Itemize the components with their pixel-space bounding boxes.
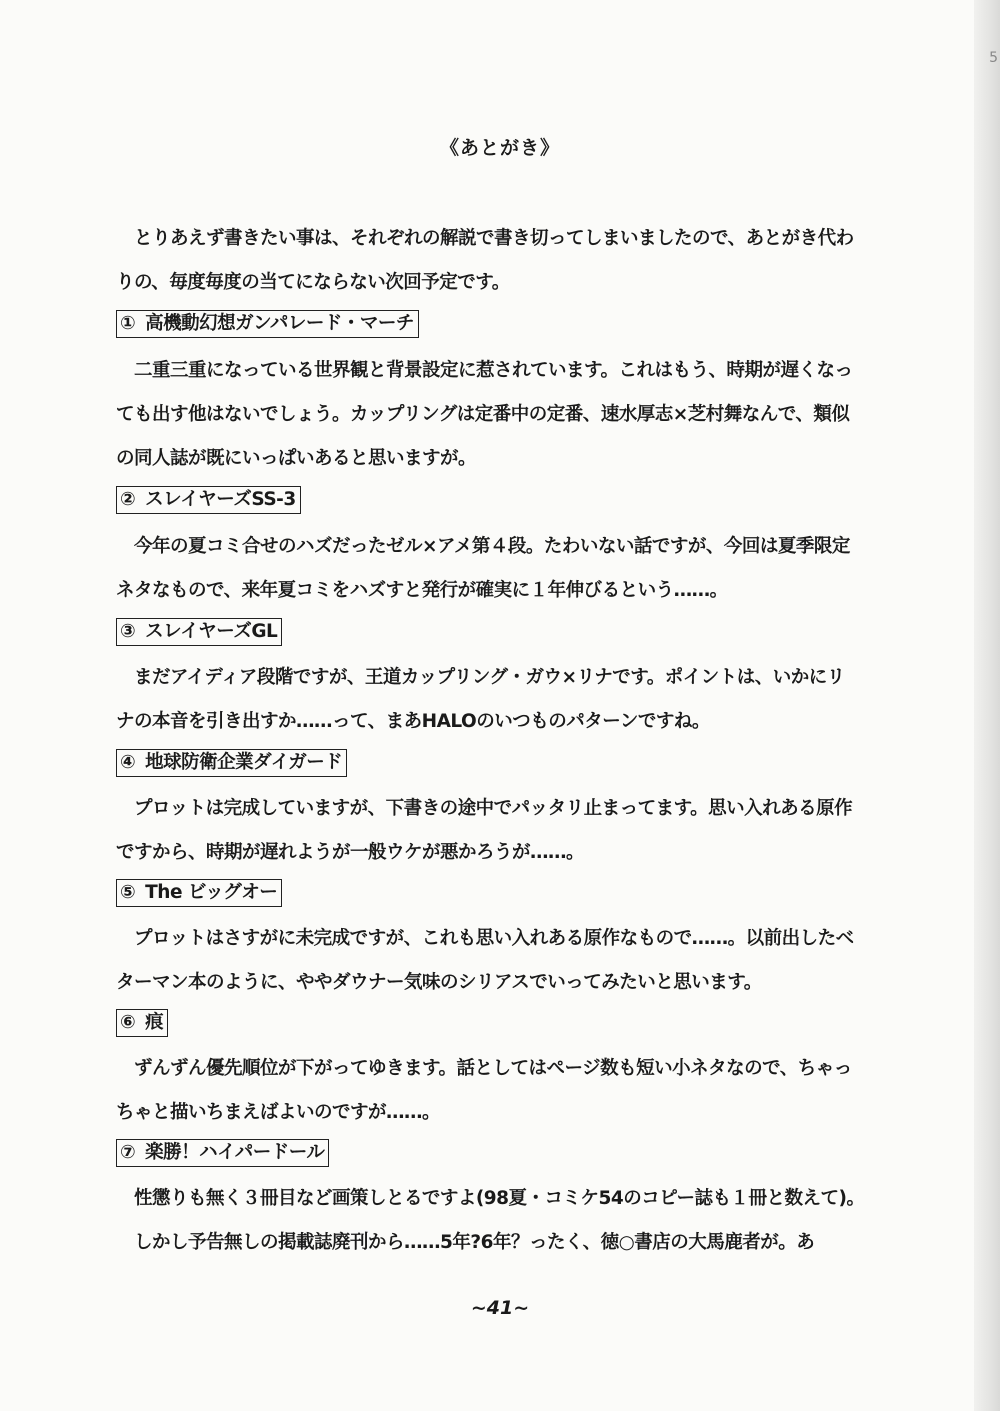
section-title: 地球防衛企業ダイガード [145,752,343,773]
paragraph-line: プロットはさすがに未完成ですが、これも思い入れある原作なもので……。以前出したベ [134,928,854,949]
paragraph-line: 今年の夏コミ合せのハズだったゼル×アメ第４段。たわいない話ですが、今回は夏季限定 [134,536,850,557]
intro-line: とりあえず書きたい事は、それぞれの解説で書き切ってしまいましたので、あとがき代わ [134,228,854,249]
section-title: The ビッグオー [145,882,278,903]
section-number: ⑥ [120,1012,136,1033]
paragraph-line: ちゃと描いちまえばよいのですが……。 [116,1102,441,1123]
paragraph-line: ナの本音を引き出すか……って、まあHALOのいつものパターンですね。 [116,711,710,732]
section-title: 痕 [145,1012,164,1033]
section-heading [116,1139,329,1167]
paragraph-line: ずんずん優先順位が下がってゆきます。話としてはページ数も短い小ネタなので、ちゃっ [134,1058,852,1079]
section-title: 楽勝！ハイパードール [145,1142,325,1163]
section-title: スレイヤーズSS-3 [145,489,296,510]
corner-mark: 5 [989,50,998,66]
section-heading [116,310,419,338]
section-title: スレイヤーズGL [145,621,278,642]
section-number: ③ [120,621,136,642]
paragraph-line: ターマン本のように、ややダウナー気味のシリアスでいってみたいと思います。 [116,972,762,993]
section-number: ② [120,489,136,510]
section-heading [116,618,282,646]
paragraph-line: 性懲りも無く３冊目など画策しとるですよ(98夏・コミケ54のコピー誌も１冊と数えて)。 [134,1188,865,1209]
paragraph-line: の同人誌が既にいっぱいあると思いますが。 [116,448,477,469]
section-title: 高機動幻想ガンパレード・マーチ [145,313,414,334]
paragraph-line: ネタなもので、来年夏コミをハズすと発行が確実に１年伸びるという……。 [116,580,728,601]
section-heading [116,1009,168,1037]
paragraph-line: プロットは完成していますが、下書きの途中でパッタリ止まってます。思い入れある原作 [134,798,853,819]
section-number: ④ [120,752,136,773]
section-heading [116,749,347,777]
page-title: 《あとがき》 [439,137,560,159]
intro-line: りの、毎度毎度の当てにならない次回予定です。 [116,272,510,293]
section-heading [116,879,282,907]
section-number: ⑤ [120,882,136,903]
paragraph-line: まだアイディア段階ですが、王道カップリング・ガウ×リナです。ポイントは、いかにリ [134,667,845,688]
section-number: ⑦ [120,1142,136,1163]
paragraph-line: ですから、時期が遅れようが一般ウケが悪かろうが……。 [116,842,585,863]
paragraph-line: しかし予告無しの掲載誌廃刊から……5年?6年？ったく、徳○書店の大馬鹿者が。あ [134,1232,815,1253]
section-heading [116,486,301,514]
page-edge-shadow [974,0,1000,1411]
section-number: ① [120,313,136,334]
paragraph-line: ても出す他はないでしょう。カップリングは定番中の定番、速水厚志×芝村舞なんで、類似 [116,404,850,425]
paragraph-line: 二重三重になっている世界観と背景設定に惹されています。これはもう、時期が遅くなっ [134,360,853,381]
page-number: ~41~ [470,1297,530,1319]
